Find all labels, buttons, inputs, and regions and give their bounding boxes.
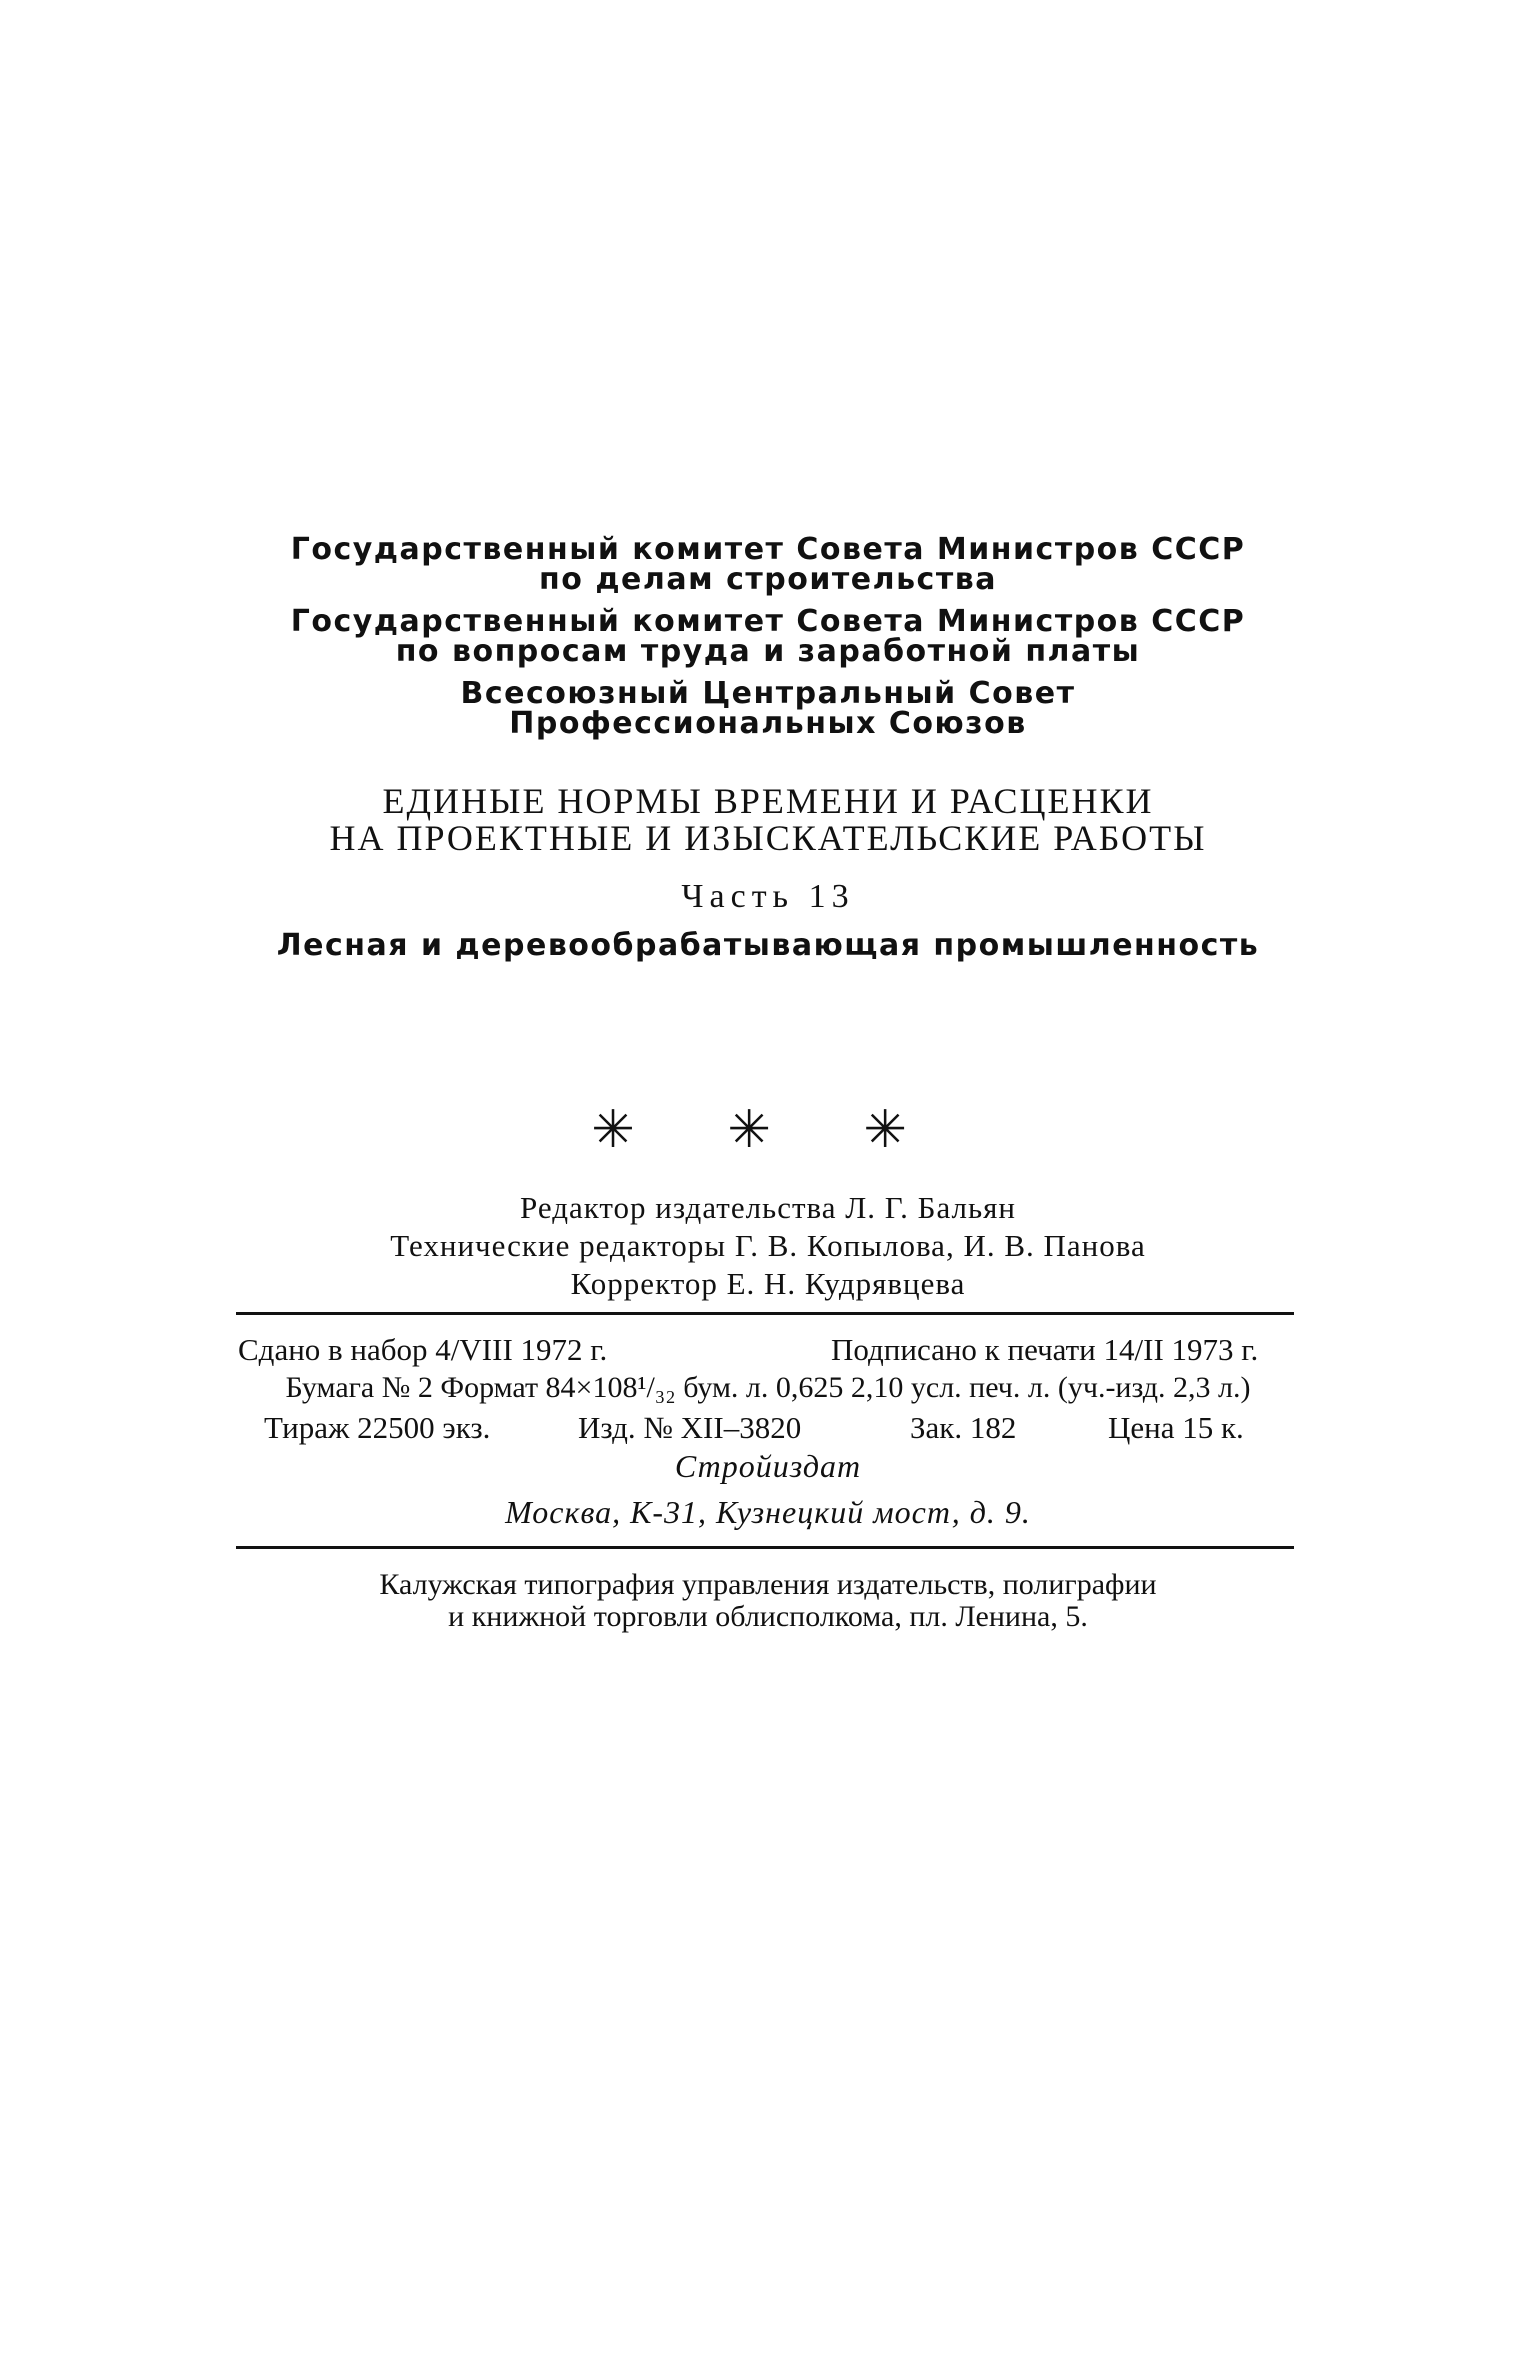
- org2-line1: Государственный комитет Совета Министров СССР: [290, 604, 1246, 639]
- org3-line2: Профессиональных Союзов: [509, 706, 1027, 741]
- printer-line2: и книжной торговли облисполкома, пл. Ленина, 5.: [448, 1600, 1088, 1633]
- signed-to-print: Подписано к печати 14/II 1973 г.: [831, 1332, 1259, 1367]
- circulation: Тираж 22500 экз.: [264, 1410, 491, 1445]
- org1-line2: по делам строительства: [539, 562, 997, 597]
- printer-line1: Калужская типография управления издательств, полиграфии: [379, 1568, 1157, 1601]
- subtitle: Лесная и деревообрабатывающая промышленность: [276, 928, 1260, 963]
- publisher-name: Стройиздат: [674, 1448, 862, 1484]
- org1-line1: Государственный комитет Совета Министров СССР: [290, 532, 1246, 567]
- publisher-editor: Редактор издательства Л. Г. Бальян: [520, 1190, 1016, 1225]
- bottom-rule: [236, 1546, 1294, 1549]
- sent-to-typeset: Сдано в набор 4/VIII 1972 г.: [238, 1332, 608, 1367]
- publisher-address: Москва, К-31, Кузнецкий мост, д. 9.: [505, 1494, 1031, 1530]
- technical-editors: Технические редакторы Г. В. Копылова, И. В. Панова: [390, 1228, 1146, 1263]
- org2-line2: по вопросам труда и заработной платы: [395, 634, 1141, 669]
- title-line1: ЕДИНЫЕ НОРМЫ ВРЕМЕНИ И РАСЦЕНКИ: [382, 781, 1154, 821]
- part-number: Часть 13: [681, 878, 855, 915]
- price: Цена 15 к.: [1108, 1410, 1244, 1445]
- order-number: Зак. 182: [910, 1410, 1017, 1445]
- org3-line1: Всесоюзный Центральный Совет: [460, 676, 1076, 711]
- paper-format: Бумага № 2 Формат 84×108¹/₃₂ бум. л. 0,625 2,10 усл. печ. л. (уч.-изд. 2,3 л.): [285, 1371, 1251, 1404]
- asterisk-separator: ✳ ✳ ✳: [591, 1100, 945, 1160]
- corrector: Корректор Е. Н. Кудрявцева: [570, 1266, 966, 1301]
- title-line2: НА ПРОЕКТНЫЕ И ИЗЫСКАТЕЛЬСКИЕ РАБОТЫ: [329, 818, 1207, 858]
- top-rule: [236, 1312, 1294, 1315]
- edition-number: Изд. № XII–3820: [578, 1410, 802, 1445]
